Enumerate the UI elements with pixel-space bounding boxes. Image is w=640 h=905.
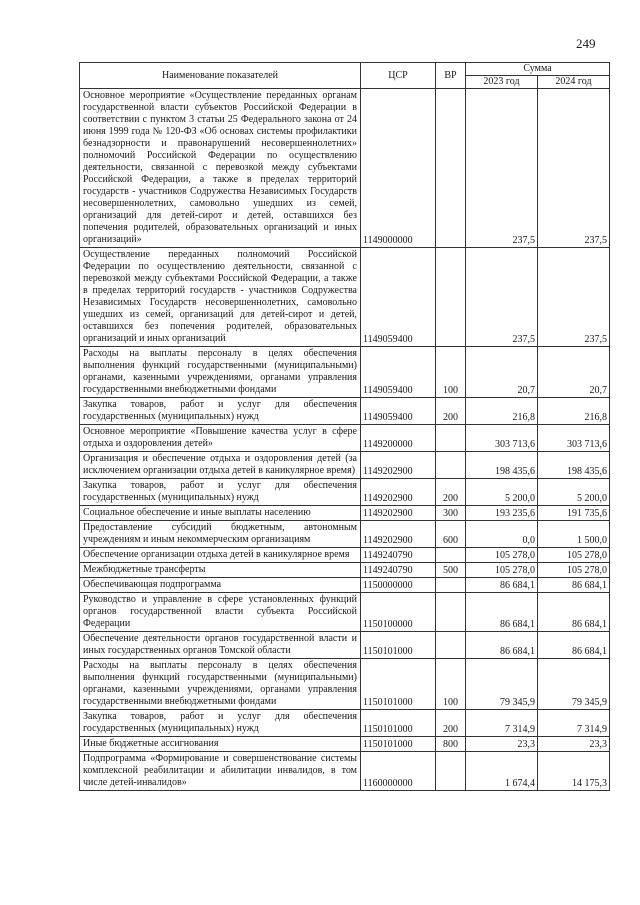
row-vr bbox=[436, 632, 466, 659]
row-amount-2023: 86 684,1 bbox=[466, 578, 538, 593]
row-amount-2023: 86 684,1 bbox=[466, 593, 538, 632]
row-name: Расходы на выплаты персоналу в целях обеспечения выполнения функций государственными (муниципальными) органами, казенными учреждениями, органами управления государственными внебюджетными фондами bbox=[80, 659, 361, 710]
row-amount-2024: 105 278,0 bbox=[538, 563, 610, 578]
row-amount-2023: 105 278,0 bbox=[466, 548, 538, 563]
table-row bbox=[80, 593, 610, 632]
row-csr: 1150100000 bbox=[361, 593, 436, 632]
row-csr: 1150000000 bbox=[361, 578, 436, 593]
row-csr: 1150101000 bbox=[361, 632, 436, 659]
row-vr bbox=[436, 593, 466, 632]
row-csr: 1149059400 bbox=[361, 398, 436, 425]
row-amount-2023: 303 713,6 bbox=[466, 425, 538, 452]
row-vr: 100 bbox=[436, 659, 466, 710]
row-csr: 1149059400 bbox=[361, 347, 436, 398]
row-amount-2024: 79 345,9 bbox=[538, 659, 610, 710]
row-csr: 1149059400 bbox=[361, 248, 436, 347]
row-amount-2023: 23,3 bbox=[466, 737, 538, 752]
row-amount-2024: 237,5 bbox=[538, 248, 610, 347]
row-amount-2023: 86 684,1 bbox=[466, 632, 538, 659]
table-row bbox=[80, 563, 610, 578]
row-name: Основное мероприятие «Повышение качества услуг в сфере отдыха и оздоровления детей» bbox=[80, 425, 361, 452]
table-row bbox=[80, 479, 610, 506]
row-name: Обеспечение организации отдыха детей в каникулярное время bbox=[80, 548, 361, 563]
row-csr: 1149202900 bbox=[361, 506, 436, 521]
row-name: Руководство и управление в сфере установленных функций органов государственной власти субъекта Российской Федерации bbox=[80, 593, 361, 632]
table-row bbox=[80, 452, 610, 479]
row-csr: 1160000000 bbox=[361, 752, 436, 791]
row-amount-2024: 5 200,0 bbox=[538, 479, 610, 506]
table-row bbox=[80, 398, 610, 425]
header-year-2024: 2024 год bbox=[538, 76, 610, 89]
row-amount-2023: 20,7 bbox=[466, 347, 538, 398]
row-amount-2023: 193 235,6 bbox=[466, 506, 538, 521]
table-row bbox=[80, 632, 610, 659]
row-name: Осуществление переданных полномочий Российской Федерации по осуществлению деятельности, связанной с перевозкой между субъектами Российской Федерации, а также в пределах территорий государств - участников Содружества Независимых Государств несовершеннолетних, самовольно ушедших из семей, организаций для детей-сирот и детей, оставшихся без попечения родителей, образовательных организаций и иных организаций bbox=[80, 248, 361, 347]
row-csr: 1150101000 bbox=[361, 710, 436, 737]
row-name: Расходы на выплаты персоналу в целях обеспечения выполнения функций государственными (муниципальными) органами, казенными учреждениями, органами управления государственными внебюджетными фондами bbox=[80, 347, 361, 398]
row-name: Обеспечение деятельности органов государственной власти и иных государственных органов Томской области bbox=[80, 632, 361, 659]
row-amount-2024: 86 684,1 bbox=[538, 593, 610, 632]
row-amount-2024: 86 684,1 bbox=[538, 632, 610, 659]
row-csr: 1149202900 bbox=[361, 452, 436, 479]
header-csr: ЦСР bbox=[361, 63, 436, 89]
row-amount-2024: 14 175,3 bbox=[538, 752, 610, 791]
row-vr: 500 bbox=[436, 563, 466, 578]
row-name: Межбюджетные трансферты bbox=[80, 563, 361, 578]
row-amount-2024: 20,7 bbox=[538, 347, 610, 398]
table-row bbox=[80, 659, 610, 710]
row-amount-2023: 79 345,9 bbox=[466, 659, 538, 710]
row-vr bbox=[436, 752, 466, 791]
row-csr: 1149202900 bbox=[361, 479, 436, 506]
header-name: Наименование показателей bbox=[80, 63, 361, 89]
row-vr: 600 bbox=[436, 521, 466, 548]
table-row bbox=[80, 521, 610, 548]
row-csr: 1149240790 bbox=[361, 548, 436, 563]
row-name: Закупка товаров, работ и услуг для обеспечения государственных (муниципальных) нужд bbox=[80, 710, 361, 737]
row-name: Организация и обеспечение отдыха и оздоровления детей (за исключением организации отдыха детей в каникулярное время) bbox=[80, 452, 361, 479]
row-amount-2023: 237,5 bbox=[466, 248, 538, 347]
row-name: Предоставление субсидий бюджетным, автономным учреждениям и иным некоммерческим организациям bbox=[80, 521, 361, 548]
row-vr: 200 bbox=[436, 479, 466, 506]
row-csr: 1150101000 bbox=[361, 737, 436, 752]
row-amount-2023: 5 200,0 bbox=[466, 479, 538, 506]
budget-table bbox=[79, 62, 610, 791]
row-csr: 1149202900 bbox=[361, 521, 436, 548]
row-csr: 1149240790 bbox=[361, 563, 436, 578]
row-amount-2023: 216,8 bbox=[466, 398, 538, 425]
table-row bbox=[80, 248, 610, 347]
row-name: Закупка товаров, работ и услуг для обеспечения государственных (муниципальных) нужд bbox=[80, 479, 361, 506]
row-amount-2024: 237,5 bbox=[538, 89, 610, 248]
row-vr: 300 bbox=[436, 506, 466, 521]
row-vr: 200 bbox=[436, 710, 466, 737]
row-csr: 1149000000 bbox=[361, 89, 436, 248]
table-row bbox=[80, 347, 610, 398]
row-amount-2024: 7 314,9 bbox=[538, 710, 610, 737]
row-amount-2024: 1 500,0 bbox=[538, 521, 610, 548]
row-csr: 1149200000 bbox=[361, 425, 436, 452]
row-amount-2023: 0,0 bbox=[466, 521, 538, 548]
header-year-2023: 2023 год bbox=[466, 76, 538, 89]
row-vr bbox=[436, 452, 466, 479]
row-vr bbox=[436, 548, 466, 563]
row-vr bbox=[436, 578, 466, 593]
row-name: Закупка товаров, работ и услуг для обеспечения государственных (муниципальных) нужд bbox=[80, 398, 361, 425]
page-number: 249 bbox=[576, 36, 596, 51]
row-name: Иные бюджетные ассигнования bbox=[80, 737, 361, 752]
table-row bbox=[80, 752, 610, 791]
row-amount-2023: 105 278,0 bbox=[466, 563, 538, 578]
row-vr: 100 bbox=[436, 347, 466, 398]
table-row bbox=[80, 710, 610, 737]
table-row bbox=[80, 578, 610, 593]
header-sum: Сумма bbox=[466, 63, 610, 76]
row-amount-2023: 1 674,4 bbox=[466, 752, 538, 791]
table-row bbox=[80, 89, 610, 248]
row-vr bbox=[436, 425, 466, 452]
row-vr: 800 bbox=[436, 737, 466, 752]
row-name: Основное мероприятие «Осуществление переданных органам государственной власти субъектов Российской Федерации в соответствии с пунктом 3 статьи 25 Федерального закона от 24 июня 1999 года № 120-ФЗ «Об основах системы профилактики безнадзорности и правонарушений несовершеннолетних» полномочий Российской Федерации по осуществлению деятельности, связанной с перевозкой между субъектами Российской Федерации, а также в пределах территорий государств - участников Содружества Независимых Государств несовершеннолетних, самовольно ушедших из семей, организаций для детей-сирот и детей, оставшихся без попечения родителей, образовательных организаций и иных организаций» bbox=[80, 89, 361, 248]
row-vr bbox=[436, 248, 466, 347]
row-vr: 200 bbox=[436, 398, 466, 425]
table-row bbox=[80, 737, 610, 752]
row-name: Подпрограмма «Формирование и совершенствование системы комплексной реабилитации и абилитации инвалидов, в том числе детей-инвалидов» bbox=[80, 752, 361, 791]
table-row bbox=[80, 425, 610, 452]
row-amount-2023: 198 435,6 bbox=[466, 452, 538, 479]
row-amount-2024: 191 735,6 bbox=[538, 506, 610, 521]
row-amount-2024: 105 278,0 bbox=[538, 548, 610, 563]
row-amount-2023: 237,5 bbox=[466, 89, 538, 248]
header-vr: ВР bbox=[436, 63, 466, 89]
row-amount-2024: 86 684,1 bbox=[538, 578, 610, 593]
row-csr: 1150101000 bbox=[361, 659, 436, 710]
row-amount-2024: 303 713,6 bbox=[538, 425, 610, 452]
row-amount-2023: 7 314,9 bbox=[466, 710, 538, 737]
table-row bbox=[80, 548, 610, 563]
table-row bbox=[80, 506, 610, 521]
row-amount-2024: 198 435,6 bbox=[538, 452, 610, 479]
row-amount-2024: 23,3 bbox=[538, 737, 610, 752]
row-vr bbox=[436, 89, 466, 248]
row-amount-2024: 216,8 bbox=[538, 398, 610, 425]
row-name: Обеспечивающая подпрограмма bbox=[80, 578, 361, 593]
row-name: Социальное обеспечение и иные выплаты населению bbox=[80, 506, 361, 521]
